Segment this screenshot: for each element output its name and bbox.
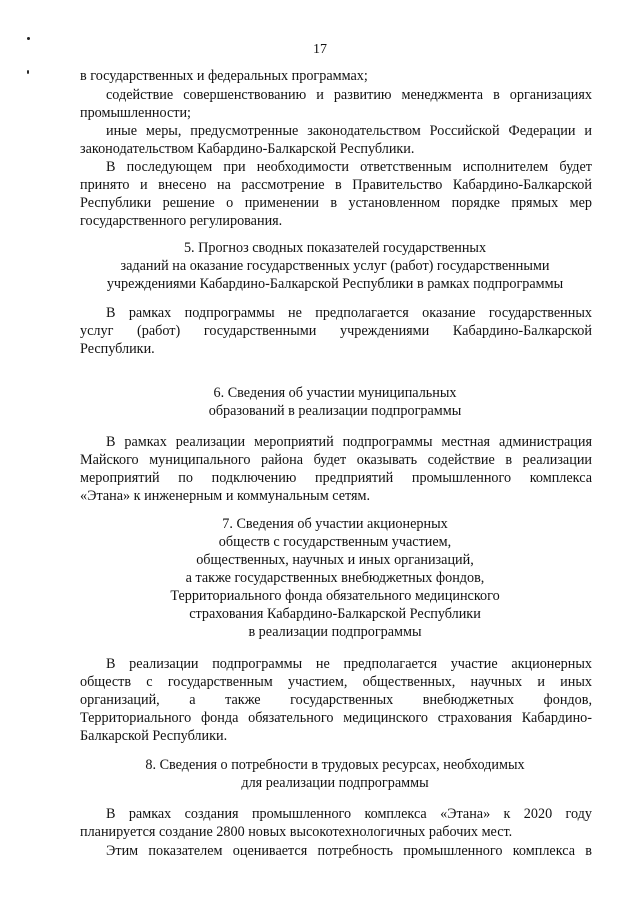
text-line: Балкарской Республики. xyxy=(80,728,228,744)
section-heading: учреждениями Кабардино-Балкарской Республики в рамках подпрограммы xyxy=(106,276,564,292)
scan-mark xyxy=(27,70,29,74)
section-heading: в реализации подпрограммы xyxy=(248,624,422,640)
text-line: организаций, а также государственных внебюджетных фондов, xyxy=(80,692,592,708)
text-line: «Этана» к инженерным и коммунальным сетям. xyxy=(80,488,371,504)
text-line: иные меры, предусмотренные законодательством Российской Федерации и xyxy=(106,123,592,139)
text-line: в государственных и федеральных программах; xyxy=(80,68,368,84)
section-heading: общественных, научных и иных организаций, xyxy=(196,552,474,568)
section-heading: образований в реализации подпрограммы xyxy=(208,403,462,419)
text-line: В рамках реализации мероприятий подпрограммы местная администрация xyxy=(106,434,592,450)
text-line: обществ с государственным участием, общественных, научных и иных xyxy=(80,674,592,690)
text-line: В реализации подпрограммы не предполагается участие акционерных xyxy=(106,656,592,672)
section-heading: 7. Сведения об участии акционерных xyxy=(222,516,448,532)
text-line: В рамках создания промышленного комплекса «Этана» к 2020 году xyxy=(106,806,592,822)
text-line: Территориального фонда обязательного медицинского страхования Кабардино- xyxy=(80,710,592,726)
section-heading: заданий на оказание государственных услуг (работ) государственными xyxy=(120,258,550,274)
section-heading: 6. Сведения об участии муниципальных xyxy=(213,385,457,401)
text-line: Майского муниципального района будет оказывать содействие в реализации xyxy=(80,452,592,468)
text-line: планируется создание 2800 новых высокотехнологичных рабочих мест. xyxy=(80,824,513,840)
section-heading: обществ с государственным участием, xyxy=(218,534,452,550)
section-heading: 8. Сведения о потребности в трудовых ресурсах, необходимых xyxy=(145,757,525,773)
section-heading: 5. Прогноз сводных показателей государственных xyxy=(183,240,487,256)
section-heading: страхования Кабардино-Балкарской Республики xyxy=(189,606,481,622)
text-line: мероприятий по подключению предприятий промышленного комплекса xyxy=(80,470,592,486)
section-heading: Территориального фонда обязательного медицинского xyxy=(170,588,500,604)
text-line: В последующем при необходимости ответственным исполнителем будет xyxy=(106,159,592,175)
page-number: 17 xyxy=(313,42,327,57)
text-line: Республики. xyxy=(80,341,155,357)
text-line: промышленности; xyxy=(80,105,191,121)
text-line: В рамках подпрограммы не предполагается оказание государственных xyxy=(106,305,592,321)
text-line: государственного регулирования. xyxy=(80,213,283,229)
text-line: принято и внесено на рассмотрение в Правительство Кабардино-Балкарской xyxy=(80,177,592,193)
text-line: содействие совершенствованию и развитию менеджмента в организациях xyxy=(106,87,592,103)
section-heading: а также государственных внебюджетных фондов, xyxy=(185,570,485,586)
text-line: Республики решение о применении в установленном порядке прямых мер xyxy=(80,195,592,211)
scan-mark xyxy=(27,37,30,40)
text-line: законодательством Кабардино-Балкарской Республики. xyxy=(80,141,415,157)
text-line: услуг (работ) государственными учреждениями Кабардино-Балкарской xyxy=(80,323,592,339)
section-heading: для реализации подпрограммы xyxy=(241,775,429,791)
text-line: Этим показателем оценивается потребность промышленного комплекса в xyxy=(106,843,592,859)
